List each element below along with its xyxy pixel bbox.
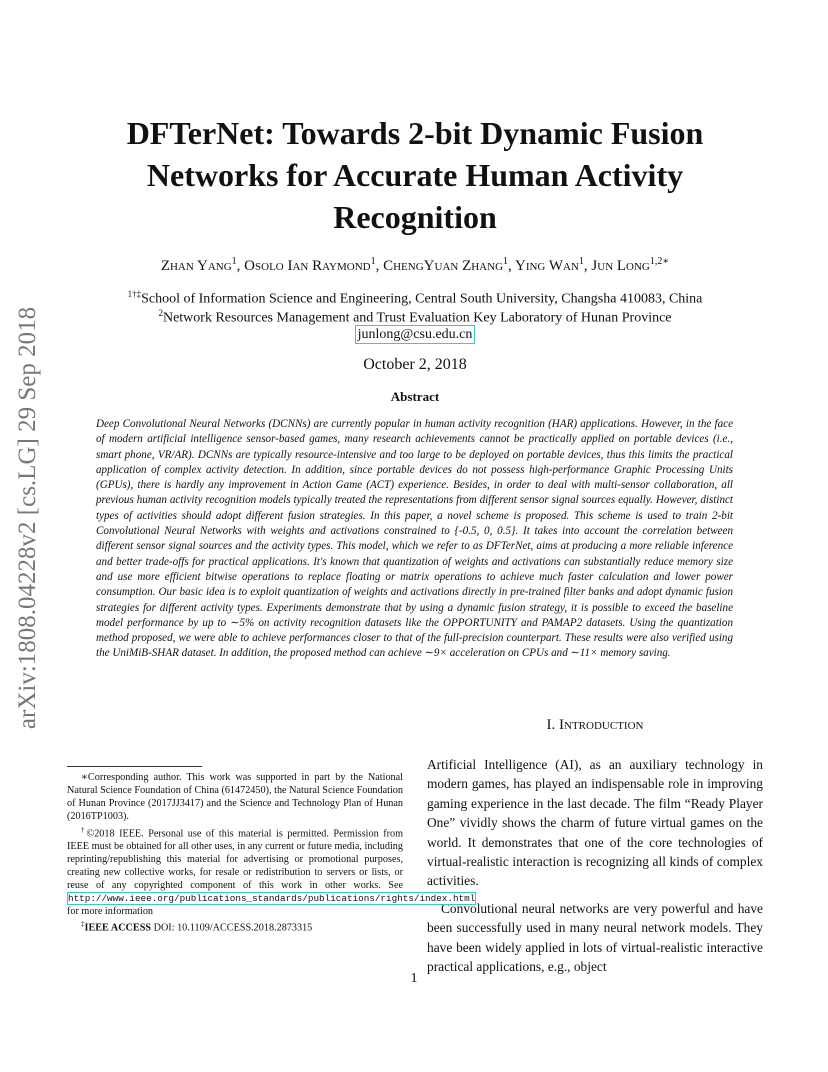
intro-column [427, 755, 763, 976]
email-row [80, 325, 750, 344]
intro-paragraph: Convolutional neural networks are very powerful and have been successfully used in many neural network models. They have been widely applied in lots of virtual-realistic interactive practical applications, e.g., object [427, 900, 763, 975]
abstract-text: Deep Convolutional Neural Networks (DCNNs) are currently popular in human activity recognition (HAR) applications. However, in the face of modern artificial intelligence sensor-based games, many research achievements cannot be practically applied on portable devices (i.e., smart phone, VR/AR). DCNNs are typically resource-intensive and too large to be deployed on portable devices, thus this limits the practical application of complex activity detection. In addition, since portable devices do not possess high-performance Graphic Processing Units (GPUs), there is hardly any improvement in Action Game (ACT) experience. Besides, in order to deal with multi-sensor collaboration, all previous human activity recognition models typically treated the representations from different sensor signal sources equally. However, distinct types of activities should adopt different fusion strategies. In this paper, a novel scheme is proposed. This scheme is used to train 2-bit Convolutional Neural Networks with weights and activations constrained to {-0.5, 0, 0.5}. It takes into account the correlation between different sensor signal sources and the activity types. This model, which we refer to as DFTerNet, aims at producing a more reliable inference and better trade-offs for practical applications. It's known that quantization of weights and activations can substantially reduce memory size and use more efficient bitwise operations to replace floating or matrix operations to achieve much faster calculation and lower power consumption. Our basic idea is to exploit quantization of weights and activations directly in pre-trained filter banks and adopt dynamic fusion strategies for different activity types. Experiments demonstrate that by using a dynamic fusion strategy, it is possible to exceed the baseline model performance by up to ∼5% on activity recognition datasets like the OPPORTUNITY and PAMAP2 datasets. Using the quantization method proposed, we were able to achieve performances closer to that of the full-precision counterpart. These results were also verified using the UniMiB-SHAR dataset. In addition, the proposed method can achieve ∼9× acceleration on CPUs and ∼11× memory saving. [96, 418, 733, 660]
ieee-rights-link[interactable]: http://www.ieee.org/publications_standards/publications/rights/index.html [68, 893, 476, 905]
affiliation-2: $^2$Network Resources Management and Trust Evaluation Key Laboratory of Hunan Province [158, 308, 672, 326]
footnote-2: †©2018 IEEE. Personal use of this material is permitted. Permission from IEEE must be obtained for all other uses, in any current or future media, including reprinting/republishing this material for advertising or promotional purposes, creating new collective works, for resale or redistribution to servers or lists, or reuse of any copyrighted component of this work in other works. See http://www.ieee.org/publications_standards/publications/rights/index.html for more information [67, 826, 476, 918]
author: Jun Long$^{1,2∗}$ [591, 256, 670, 274]
paper-title [80, 112, 750, 238]
footnote-1: ∗Corresponding author. This work was supported in part by the National Natural Science Foundation of China (61472450), the Natural Science Foundation of Hunan Province (2017JJ3417) and the Science and Technology Plan of Hunan (2016TP1003). [67, 772, 403, 822]
arxiv-side-label: arXiv:1808.04228v2 [cs.LG] 29 Sep 2018 [14, 306, 41, 730]
intro-paragraph: Artificial Intelligence (AI), as an auxiliary technology in modern games, has played an indispensable role in improving gaming experience in the last decade. The film “Ready Player One” vividly shows the charm of future virtual games on the world. It demonstrates that one of the core technologies of virtual-realistic interaction is recognizing all kinds of complex activities. [427, 757, 763, 889]
author: Zhan Yang$^1$ [160, 256, 237, 274]
author: Ying Wan$^1$ [514, 256, 584, 274]
title-line-1: DFTerNet: Towards 2-bit Dynamic Fusion [126, 115, 704, 151]
author: ChengYuan Zhang$^1$ [383, 256, 509, 274]
title-line-2: Networks for Accurate Human Activity [146, 157, 684, 193]
section-heading-introduction: I. Introduction [546, 717, 644, 733]
footnote-rule [67, 766, 202, 767]
author: Osolo Ian Raymond$^1$ [244, 256, 376, 274]
email-link[interactable]: junlong@csu.edu.cn [355, 325, 476, 344]
title-line-3: Recognition [333, 199, 497, 235]
author-list: Zhan Yang$^1$, Osolo Ian Raymond$^1$, ChengYuan Zhang$^1$, Ying Wan$^1$, Jun Long$^{1,2∗}$ [160, 256, 670, 274]
footnotes [67, 771, 476, 935]
footnote-3: ‡IEEE ACCESS DOI: 10.1109/ACCESS.2018.2873315 [81, 920, 313, 934]
page-number: 1 [410, 971, 418, 986]
affiliation-1: $^{1\dagger\ddagger}$School of Information Science and Engineering, Central South University, Changsha 410083, China [127, 289, 703, 307]
abstract-heading: Abstract [390, 389, 440, 404]
paper-date: October 2, 2018 [363, 356, 467, 373]
